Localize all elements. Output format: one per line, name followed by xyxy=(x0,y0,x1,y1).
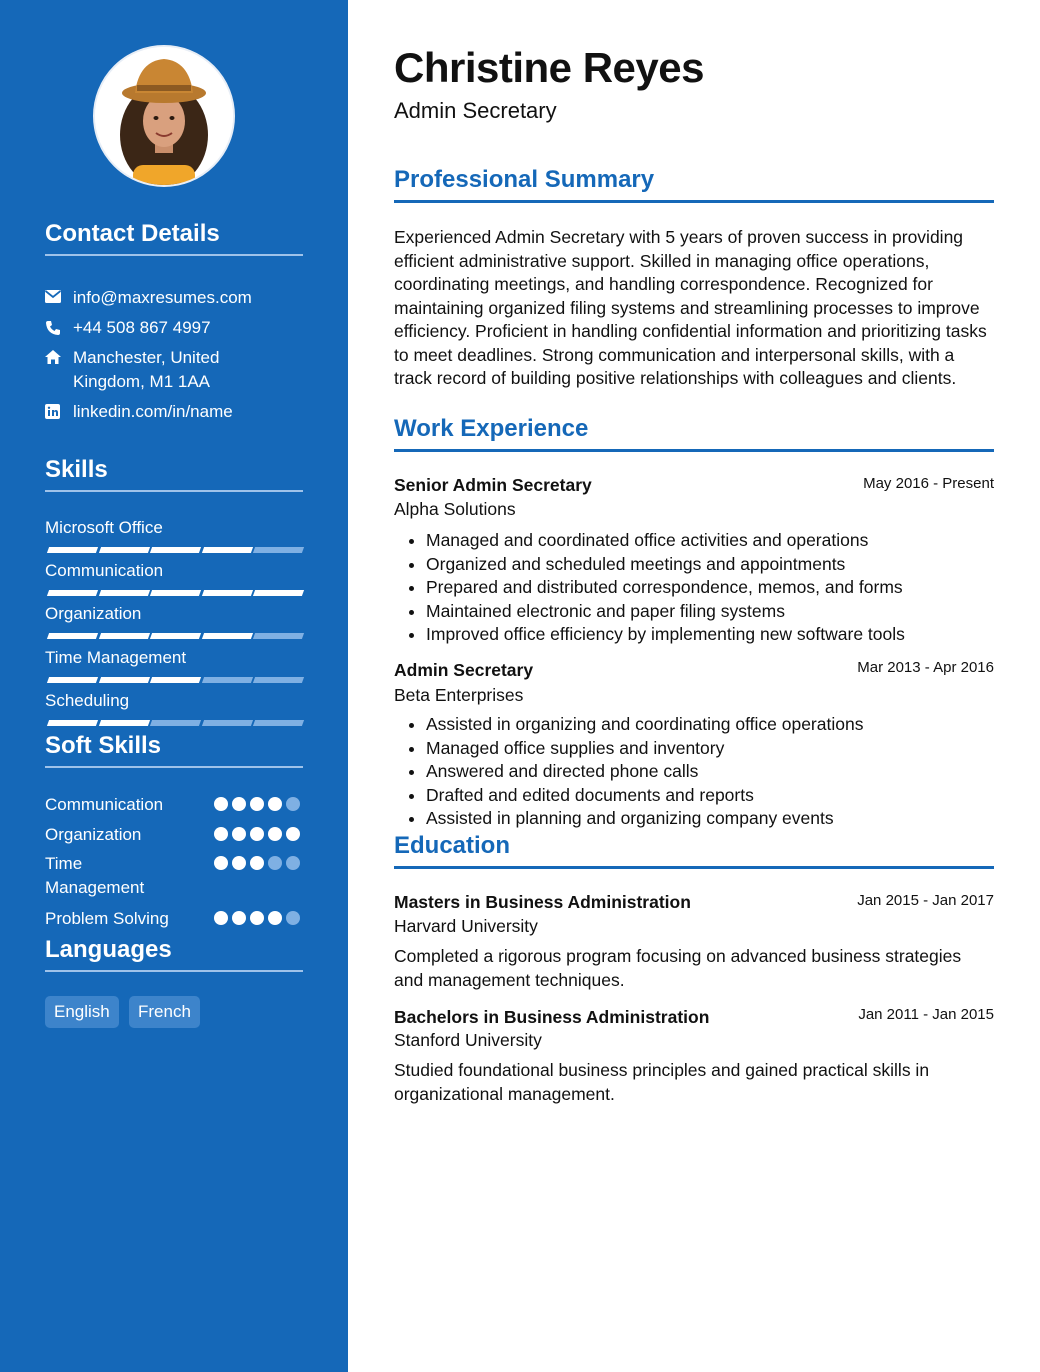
soft-skill-rating xyxy=(214,856,300,870)
skill-level-segment xyxy=(47,547,98,553)
profile-photo xyxy=(93,45,235,187)
languages-heading: Languages xyxy=(45,936,303,972)
education-school: Stanford University xyxy=(394,1030,542,1050)
soft-skill-rating xyxy=(214,911,300,925)
soft-skill-name: Communication xyxy=(45,795,164,814)
rating-dot xyxy=(214,911,228,925)
rating-dot xyxy=(214,797,228,811)
education-dates: Jan 2015 - Jan 2017 xyxy=(857,892,994,909)
skill-level-segment xyxy=(253,633,304,639)
education-degree: Bachelors in Business Administration xyxy=(394,1007,710,1027)
list-item: • Improved office efficiency by implementing new software tools xyxy=(426,623,1026,647)
list-item: • Maintained electronic and paper filing systems xyxy=(426,600,1026,624)
skill-level-segment xyxy=(253,547,304,553)
soft-skills-heading: Soft Skills xyxy=(45,732,303,768)
skills-heading: Skills xyxy=(45,456,303,492)
skill-level-segment xyxy=(201,720,252,726)
rating-dot xyxy=(250,856,264,870)
rating-dot xyxy=(250,911,264,925)
skill-level-segment xyxy=(201,590,252,596)
skill-level-segment xyxy=(47,590,98,596)
list-item: • Prepared and distributed correspondence, memos, and forms xyxy=(426,576,1026,600)
skill-name: Scheduling xyxy=(45,691,130,710)
skill-level-segment xyxy=(201,677,252,683)
education-school: Harvard University xyxy=(394,916,538,936)
skill-level-bar xyxy=(45,720,303,726)
soft-skill-name: Problem Solving xyxy=(45,909,169,928)
soft-skill-rating xyxy=(214,827,300,841)
job-bullets xyxy=(394,713,1026,831)
job-dates: May 2016 - Present xyxy=(863,475,994,492)
skill-level-bar xyxy=(45,677,303,683)
skill-level-segment xyxy=(47,720,98,726)
skill-name: Microsoft Office xyxy=(45,518,163,537)
rating-dot xyxy=(214,856,228,870)
skill-name: Organization xyxy=(45,604,142,623)
rating-dot xyxy=(268,856,282,870)
contact-linkedin-text: linkedin.com/in/name xyxy=(73,402,233,421)
linkedin-icon xyxy=(45,400,73,424)
list-item: • Assisted in organizing and coordinating office operations xyxy=(426,713,1026,737)
job-company: Alpha Solutions xyxy=(394,499,516,519)
envelope-icon xyxy=(45,286,73,310)
job-bullets xyxy=(394,529,1026,647)
rating-dot xyxy=(232,797,246,811)
list-item: • Drafted and edited documents and reports xyxy=(426,784,1026,808)
skill-level-segment xyxy=(47,633,98,639)
rating-dot xyxy=(286,911,300,925)
skill-level-segment xyxy=(150,677,201,683)
rating-dot xyxy=(286,856,300,870)
candidate-title: Admin Secretary xyxy=(394,98,557,123)
rating-dot xyxy=(214,827,228,841)
rating-dot xyxy=(268,827,282,841)
job-dates: Mar 2013 - Apr 2016 xyxy=(857,659,994,676)
education-description: Studied foundational business principles and gained practical skills in organizational management. xyxy=(394,1060,930,1104)
skill-level-segment xyxy=(47,677,98,683)
contact-email-text: info@maxresumes.com xyxy=(73,288,252,307)
list-item: • Organized and scheduled meetings and appointments xyxy=(426,553,1026,577)
job-role: Senior Admin Secretary xyxy=(394,475,592,495)
skill-name: Time Management xyxy=(45,648,187,667)
rating-dot xyxy=(268,797,282,811)
skill-level-segment xyxy=(201,633,252,639)
skill-level-segment xyxy=(98,720,149,726)
skill-level-segment xyxy=(98,633,149,639)
rating-dot xyxy=(250,797,264,811)
education-dates: Jan 2011 - Jan 2015 xyxy=(858,1006,994,1023)
skill-level-segment xyxy=(201,547,252,553)
rating-dot xyxy=(250,827,264,841)
skill-level-segment xyxy=(253,677,304,683)
soft-skill-rating xyxy=(214,797,300,811)
skill-level-bar xyxy=(45,547,303,553)
summary-text: Experienced Admin Secretary with 5 years of proven success in providing efficient administrative support. Skilled in managing office operations, coordinating meetings, and handling correspondence. Recognized for maintaining organized filing systems and streamlining processes to improve efficiency. Proficient in handling confidential information and prioritizing tasks to meet deadlines. Strong communication and interpersonal skills, with a track record of building positive relationships with colleagues and clients. xyxy=(394,227,987,388)
contact-address xyxy=(45,346,303,394)
experience-heading: Work Experience xyxy=(394,415,994,452)
skill-level-bar xyxy=(45,633,303,639)
summary-heading: Professional Summary xyxy=(394,166,994,203)
soft-skill-name: Time Management xyxy=(45,854,145,897)
skill-name: Communication xyxy=(45,561,164,580)
education-description: Completed a rigorous program focusing on advanced business strategies and management techniques. xyxy=(394,946,962,990)
contact-address-line2: Kingdom, M1 1AA xyxy=(73,372,211,391)
job-company: Beta Enterprises xyxy=(394,685,524,705)
language-tag: English xyxy=(45,996,119,1028)
education-heading: Education xyxy=(394,832,994,869)
rating-dot xyxy=(286,797,300,811)
skill-level-segment xyxy=(253,590,304,596)
language-tag: French xyxy=(129,996,200,1028)
list-item: • Managed office supplies and inventory xyxy=(426,737,1026,761)
list-item: • Answered and directed phone calls xyxy=(426,760,1026,784)
contact-address-line1: Manchester, United xyxy=(73,348,220,367)
list-item: • Managed and coordinated office activities and operations xyxy=(426,529,1026,553)
job-role: Admin Secretary xyxy=(394,660,534,680)
rating-dot xyxy=(232,827,246,841)
skill-level-segment xyxy=(98,590,149,596)
rating-dot xyxy=(286,827,300,841)
skill-level-bar xyxy=(45,590,303,596)
list-item: • Assisted in planning and organizing company events xyxy=(426,807,1026,831)
contact-linkedin[interactable] xyxy=(45,400,303,424)
home-icon xyxy=(45,346,73,394)
skill-level-segment xyxy=(253,720,304,726)
skill-level-segment xyxy=(150,633,201,639)
skill-level-segment xyxy=(98,547,149,553)
skill-level-segment xyxy=(150,720,201,726)
phone-icon xyxy=(45,316,73,340)
rating-dot xyxy=(268,911,282,925)
contact-email[interactable] xyxy=(45,286,303,310)
rating-dot xyxy=(232,911,246,925)
contact-details-heading: Contact Details xyxy=(45,220,303,256)
soft-skill-name: Organization xyxy=(45,825,142,844)
skill-level-segment xyxy=(150,547,201,553)
candidate-name: Christine Reyes xyxy=(394,44,704,91)
contact-phone[interactable] xyxy=(45,316,303,340)
skill-level-segment xyxy=(98,677,149,683)
sidebar xyxy=(0,0,348,1372)
skill-level-segment xyxy=(150,590,201,596)
rating-dot xyxy=(232,856,246,870)
contact-phone-text: +44 508 867 4997 xyxy=(73,318,211,337)
education-degree: Masters in Business Administration xyxy=(394,892,691,912)
